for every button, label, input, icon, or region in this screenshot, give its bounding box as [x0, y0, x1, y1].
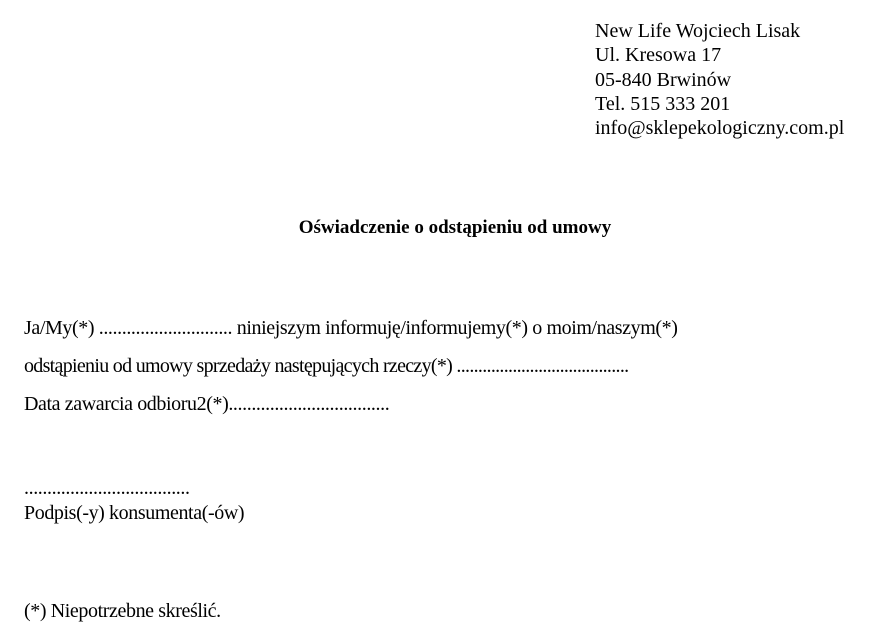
sender-street: Ul. Kresowa 17	[595, 44, 722, 67]
document-title: Oświadczenie o odstąpieniu od umowy	[298, 217, 612, 238]
signature-label: Podpis(-y) konsumenta(-ów)	[24, 502, 245, 524]
signature-dots: ....................................	[24, 477, 190, 499]
body-line-1: Ja/My(*) ............................. niniejszym informuję/informujemy(*) o moim/naszym(*)	[24, 317, 678, 339]
body-line-3: Data zawarcia odbioru2(*)...................................	[24, 393, 390, 415]
sender-city: 05-840 Brwinów	[595, 68, 732, 91]
sender-phone: Tel. 515 333 201	[595, 92, 731, 115]
footnote: (*) Niepotrzebne skreślić.	[24, 600, 221, 622]
sender-name: New Life Wojciech Lisak	[595, 20, 801, 42]
sender-email: info@sklepekologiczny.com.pl	[595, 117, 845, 140]
sender-address	[595, 19, 844, 140]
body-line-2: odstąpieniu od umowy sprzedaży następujących rzeczy(*) ........................................	[24, 355, 629, 377]
